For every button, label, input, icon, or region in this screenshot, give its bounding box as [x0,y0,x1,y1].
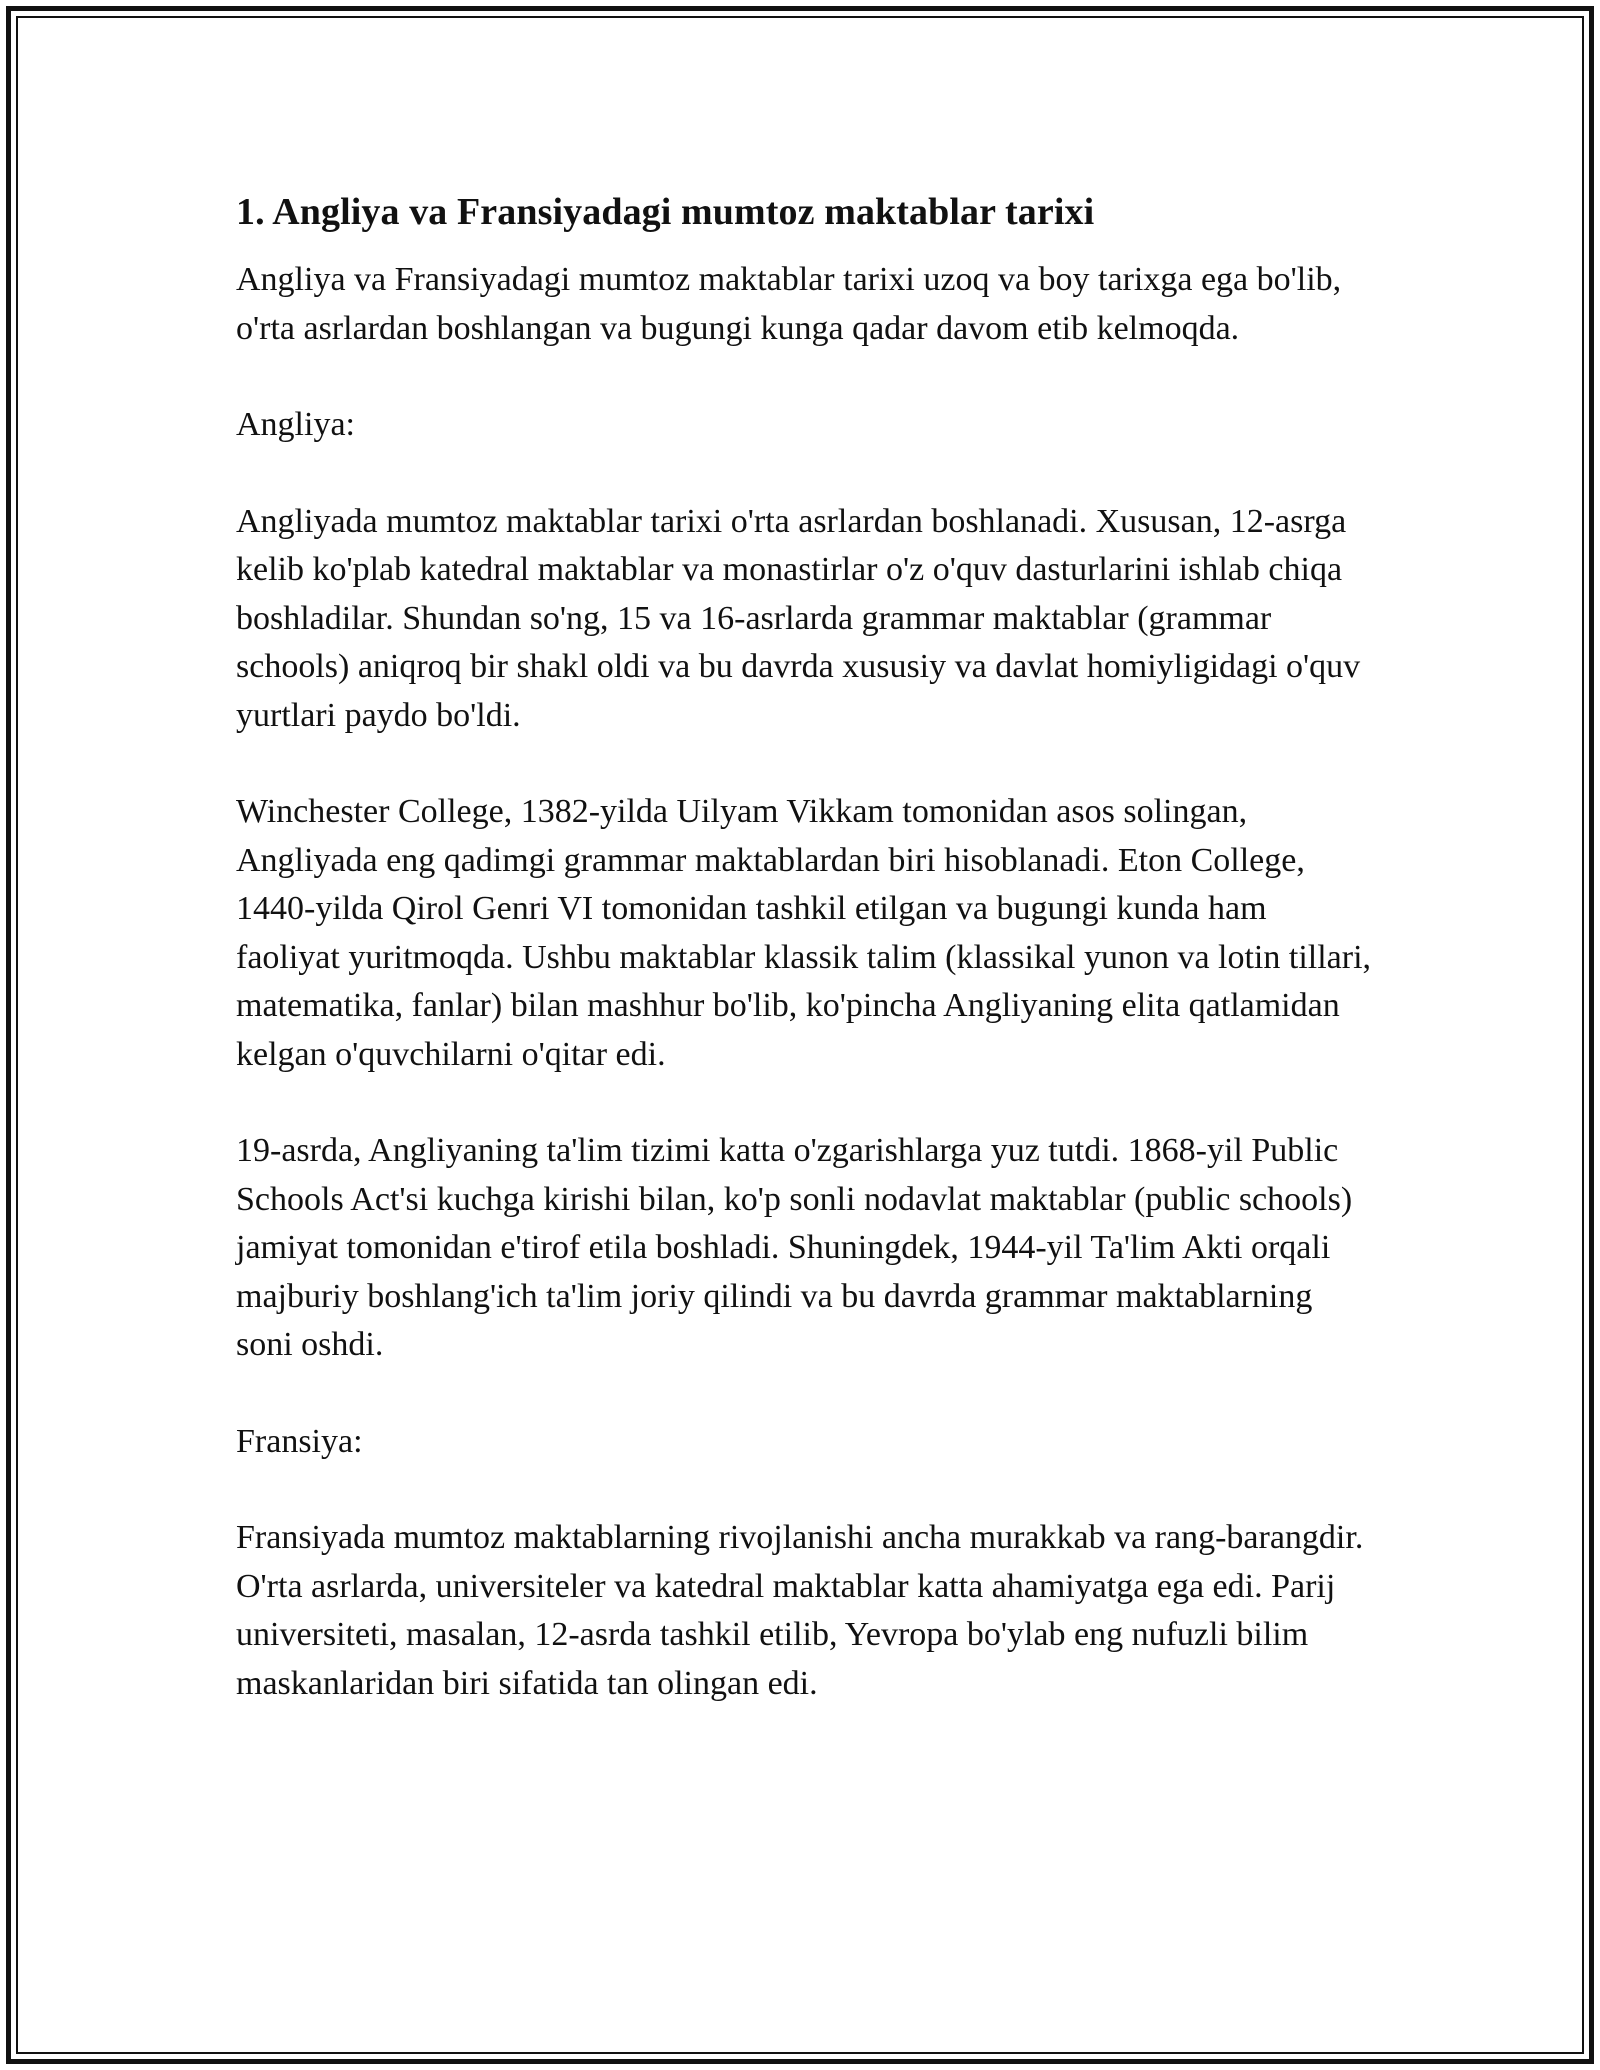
paragraph-fransiya-history: Fransiyada mumtoz maktablarning rivojlanishi ancha murakkab va rang-barangdir. O'rta asrlarda, universiteler va katedral maktablar katta ahamiyatga ega edi. Parij universiteti, masalan, 12-asrda tashkil etilib, Yevropa bo'ylab eng nufuzli bilim maskanlaridan biri sifatida tan olingan edi. [236,1519,1364,1702]
paragraph-19th-century: 19-asrda, Angliyaning ta'lim tizimi katta o'zgarishlarga yuz tutdi. 1868-yil Public Schools Act'si kuchga kirishi bilan, ko'p sonli nodavlat maktablar (public schools) jamiyat tomonidan e'tirof etila boshladi. Shuningdek, 1944-yil Ta'lim Akti orqali majburiy boshlang'ich ta'lim joriy qilindi va bu davrda grammar maktablarning soni oshdi. [236,1132,1353,1363]
document-body [236,186,1376,1708]
paragraph-angliya-history: Angliyada mumtoz maktablar tarixi o'rta asrlardan boshlanadi. Xususan, 12-asrga kelib ko'plab katedral maktablar va monastirlar o'z o'quv dasturlarini ishlab chiqa boshladilar. Shundan so'ng, 15 va 16-asrlarda grammar maktablar (grammar schools) aniqroq bir shakl oldi va bu davrda xususiy va davlat homiyligidagi o'quv yurtlari paydo bo'ldi. [236,502,1361,734]
subheading-fransiya: Fransiya: [236,1422,363,1460]
paragraph-winchester-eton: Winchester College, 1382-yilda Uilyam Vikkam tomonidan asos solingan, Angliyada eng qadimgi grammar maktablardan biri hisoblanadi. Eton College, 1440-yilda Qirol Genri VI tomonidan tashkil etilgan va bugungi kunda ham faoliyat yuritmoqda. Ushbu maktablar klassik talim (klassikal yunon va lotin tillari, matematika, fanlar) bilan mashhur bo'lib, ko'pincha Angliyaning elita qatlamidan kelgan o'quvchilarni o'qitar edi. [236,793,1372,1073]
intro-paragraph: Angliya va Fransiyadagi mumtoz maktablar tarixi uzoq va boy tarixga ega bo'lib, o'rta asrlardan boshlangan va bugungi kunga qadar davom etib kelmoqda. [236,261,1342,347]
section-title: 1. Angliya va Fransiyadagi mumtoz maktablar tarixi [236,191,1095,233]
subheading-angliya: Angliya: [236,406,355,443]
